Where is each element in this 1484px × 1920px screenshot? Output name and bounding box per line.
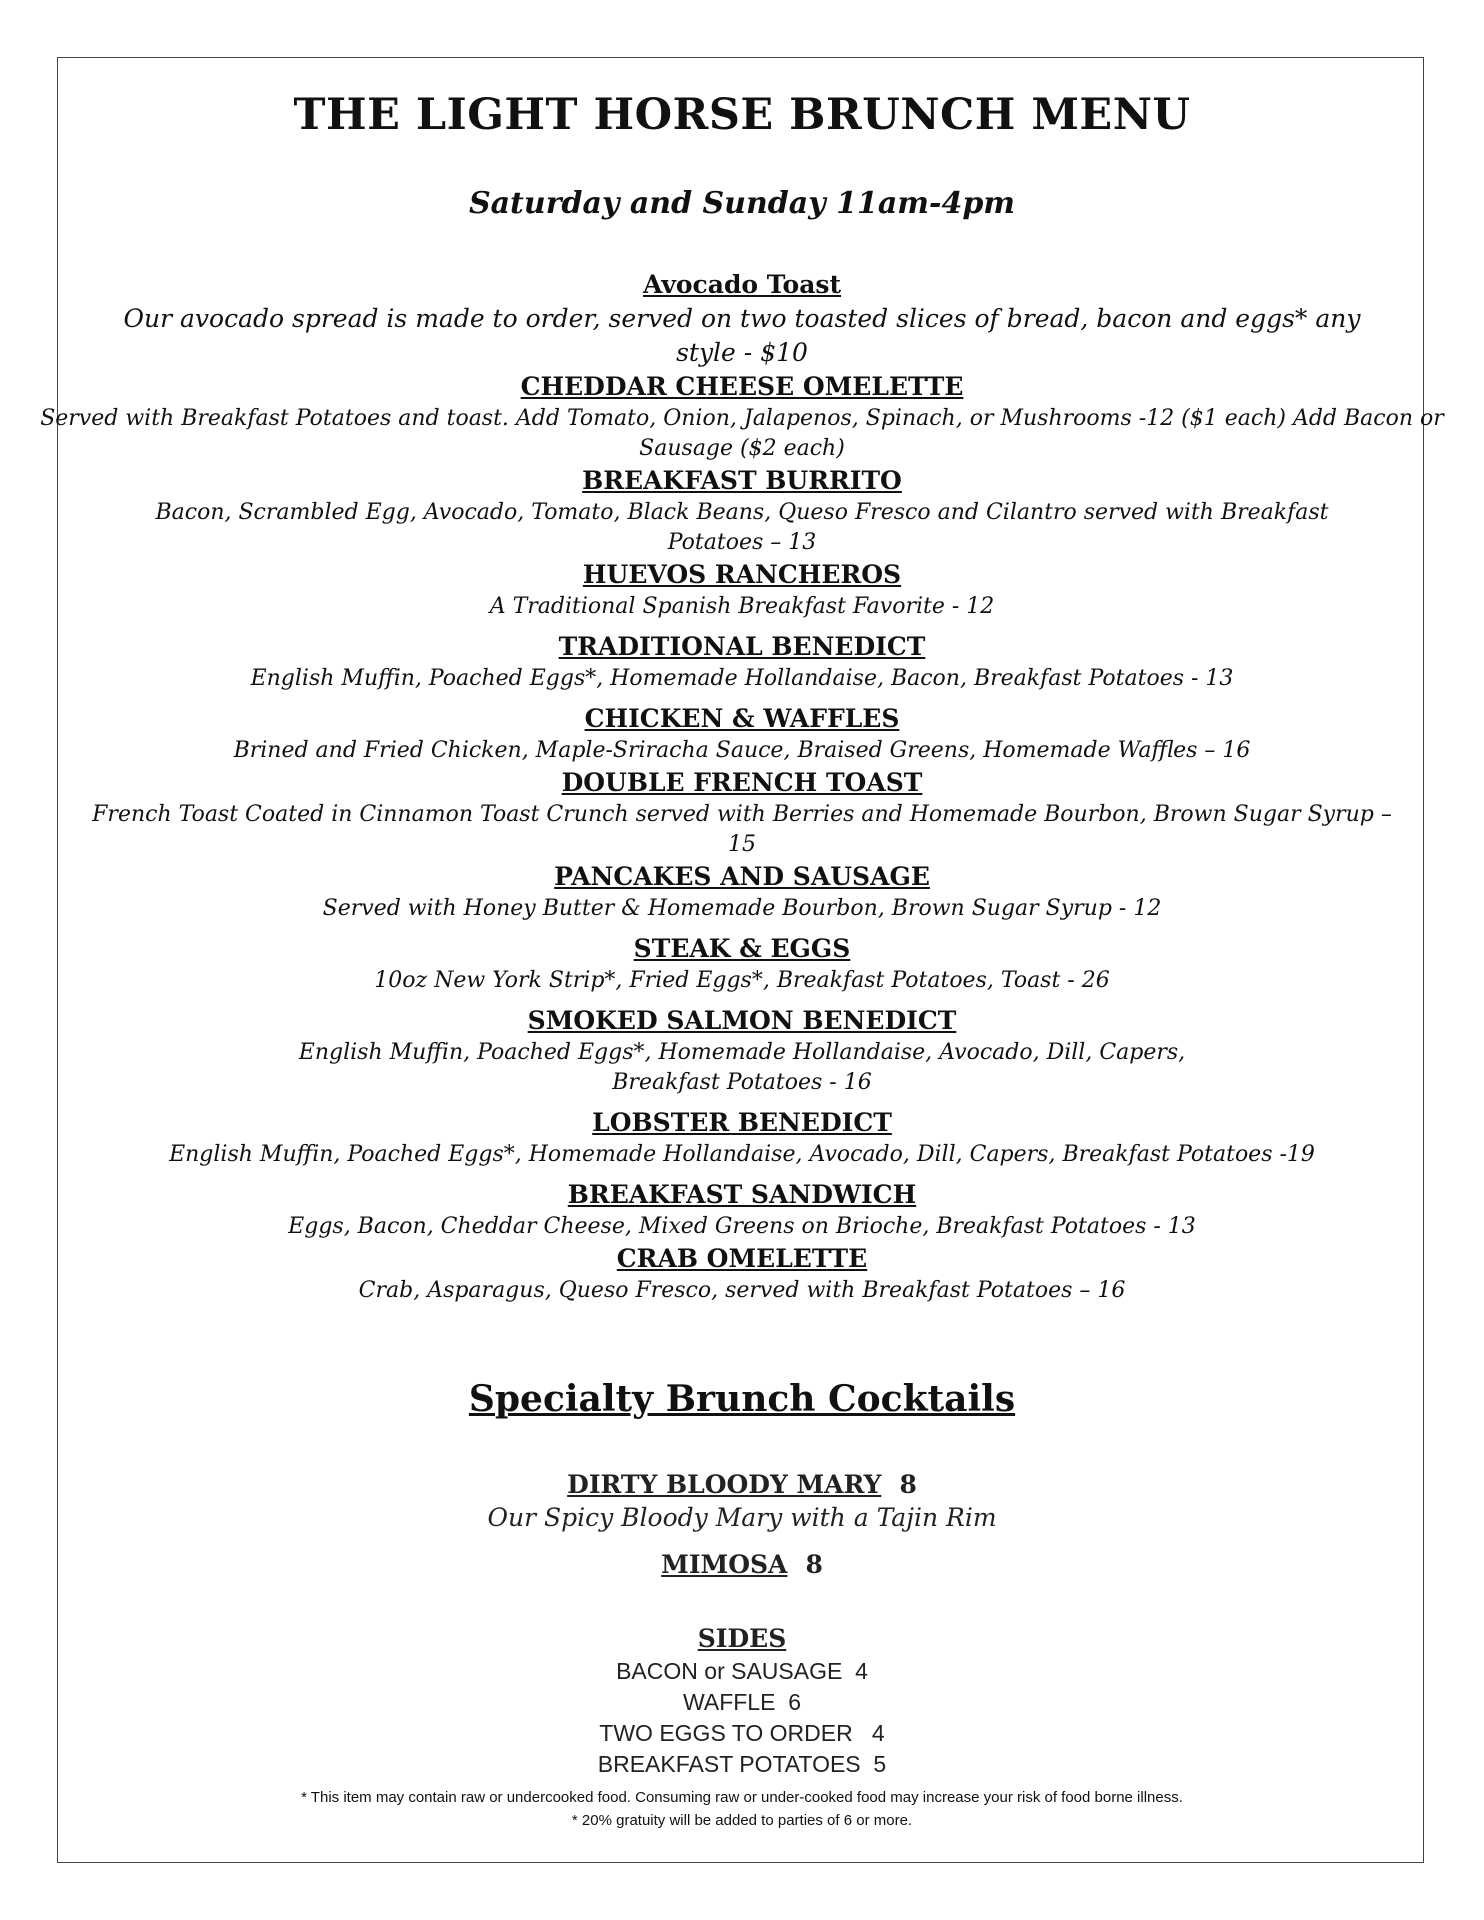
menu-item-desc: Brined and Fried Chicken, Maple-Sriracha Sauce, Braised Greens, Homemade Waffles – 16 <box>233 738 1251 763</box>
footnote-raw-food: * This item may contain raw or undercooked food. Consuming raw or under-cooked food may increase your risk of food borne illness. <box>301 1789 1183 1806</box>
menu-items <box>0 268 1484 1306</box>
menu-item-desc: Served with Breakfast Potatoes and toast. Add Tomato, Onion, Jalapenos, Spinach, or Mushrooms -12 ($1 each) Add Bacon or Sausage ($2 each) <box>40 406 1444 461</box>
menu-item <box>0 630 1484 694</box>
menu-item-desc: French Toast Coated in Cinnamon Toast Crunch served with Berries and Homemade Bourbon, Brown Sugar Syrup – 15 <box>92 802 1392 857</box>
menu-item <box>0 370 1484 464</box>
sides-section <box>0 1622 1484 1780</box>
menu-item-desc: English Muffin, Poached Eggs*, Homemade Hollandaise, Avocado, Dill, Capers, Breakfast Potatoes - 16 <box>298 1040 1186 1095</box>
footnotes <box>0 1786 1484 1832</box>
cocktail-name: MIMOSA <box>661 1550 788 1579</box>
menu-item-name: PANCAKES AND SAUSAGE <box>554 862 930 891</box>
menu-item-name: BREAKFAST BURRITO <box>582 466 902 495</box>
menu-item-name: DOUBLE FRENCH TOAST <box>561 768 923 797</box>
menu-item <box>0 1178 1484 1242</box>
cocktail-price: 8 <box>899 1470 917 1499</box>
menu-item <box>0 558 1484 622</box>
menu-item-desc: Our avocado spread is made to order, served on two toasted slices of bread, bacon and eggs* any style - $10 <box>123 304 1361 367</box>
cocktail-item <box>0 1470 1484 1532</box>
menu-item <box>0 766 1484 860</box>
menu-item-name: BREAKFAST SANDWICH <box>567 1180 917 1209</box>
footnote-gratuity: * 20% gratuity will be added to parties of 6 or more. <box>571 1812 913 1829</box>
menu-item-name: CHICKEN & WAFFLES <box>584 704 900 733</box>
cocktail-name: DIRTY BLOODY MARY <box>567 1470 882 1499</box>
menu-item-desc: Crab, Asparagus, Queso Fresco, served with Breakfast Potatoes – 16 <box>358 1278 1126 1303</box>
menu-item <box>0 1106 1484 1170</box>
side-item: BREAKFAST POTATOES 5 <box>597 1751 887 1777</box>
menu-item <box>0 268 1484 370</box>
menu-title: THE LIGHT HORSE BRUNCH MENU <box>293 90 1191 140</box>
side-item: WAFFLE 6 <box>683 1689 801 1715</box>
menu-item-name: Avocado Toast <box>642 270 842 299</box>
brunch-hours: Saturday and Sunday 11am-4pm <box>468 186 1016 221</box>
menu-item-desc: A Traditional Spanish Breakfast Favorite - 12 <box>489 594 995 619</box>
cocktail-price: 8 <box>805 1550 823 1579</box>
cocktail-item <box>0 1550 1484 1579</box>
menu-item-desc: Bacon, Scrambled Egg, Avocado, Tomato, Black Beans, Queso Fresco and Cilantro served with Breakfast Potatoes – 13 <box>155 500 1329 555</box>
menu-item-desc: English Muffin, Poached Eggs*, Homemade Hollandaise, Bacon, Breakfast Potatoes - 13 <box>250 666 1234 691</box>
menu-item <box>0 1004 1484 1098</box>
side-item: TWO EGGS TO ORDER 4 <box>599 1720 885 1746</box>
menu-item-name: CHEDDAR CHEESE OMELETTE <box>520 372 964 401</box>
menu-item-name: HUEVOS RANCHEROS <box>582 560 902 589</box>
cocktail-desc: Our Spicy Bloody Mary with a Tajin Rim <box>487 1503 997 1532</box>
menu-item <box>0 464 1484 558</box>
menu-item <box>0 932 1484 996</box>
menu-item-name: CRAB OMELETTE <box>616 1244 868 1273</box>
menu-item-name: TRADITIONAL BENEDICT <box>558 632 926 661</box>
cocktails-heading: Specialty Brunch Cocktails <box>468 1378 1016 1420</box>
side-item: BACON or SAUSAGE 4 <box>616 1658 868 1684</box>
menu-item-name: LOBSTER BENEDICT <box>592 1108 892 1137</box>
menu-item <box>0 702 1484 766</box>
menu-item-name: SMOKED SALMON BENEDICT <box>527 1006 957 1035</box>
menu-item-desc: Eggs, Bacon, Cheddar Cheese, Mixed Greens on Brioche, Breakfast Potatoes - 13 <box>288 1214 1196 1239</box>
menu-item <box>0 860 1484 924</box>
menu-item <box>0 1242 1484 1306</box>
menu-item-name: STEAK & EGGS <box>633 934 851 963</box>
menu-item-desc: Served with Honey Butter & Homemade Bourbon, Brown Sugar Syrup - 12 <box>322 896 1162 921</box>
menu-item-desc: 10oz New York Strip*, Fried Eggs*, Breakfast Potatoes, Toast - 26 <box>374 968 1110 993</box>
sides-heading: SIDES <box>697 1624 787 1653</box>
menu-item-desc: English Muffin, Poached Eggs*, Homemade Hollandaise, Avocado, Dill, Capers, Breakfast Potatoes -19 <box>169 1142 1315 1167</box>
